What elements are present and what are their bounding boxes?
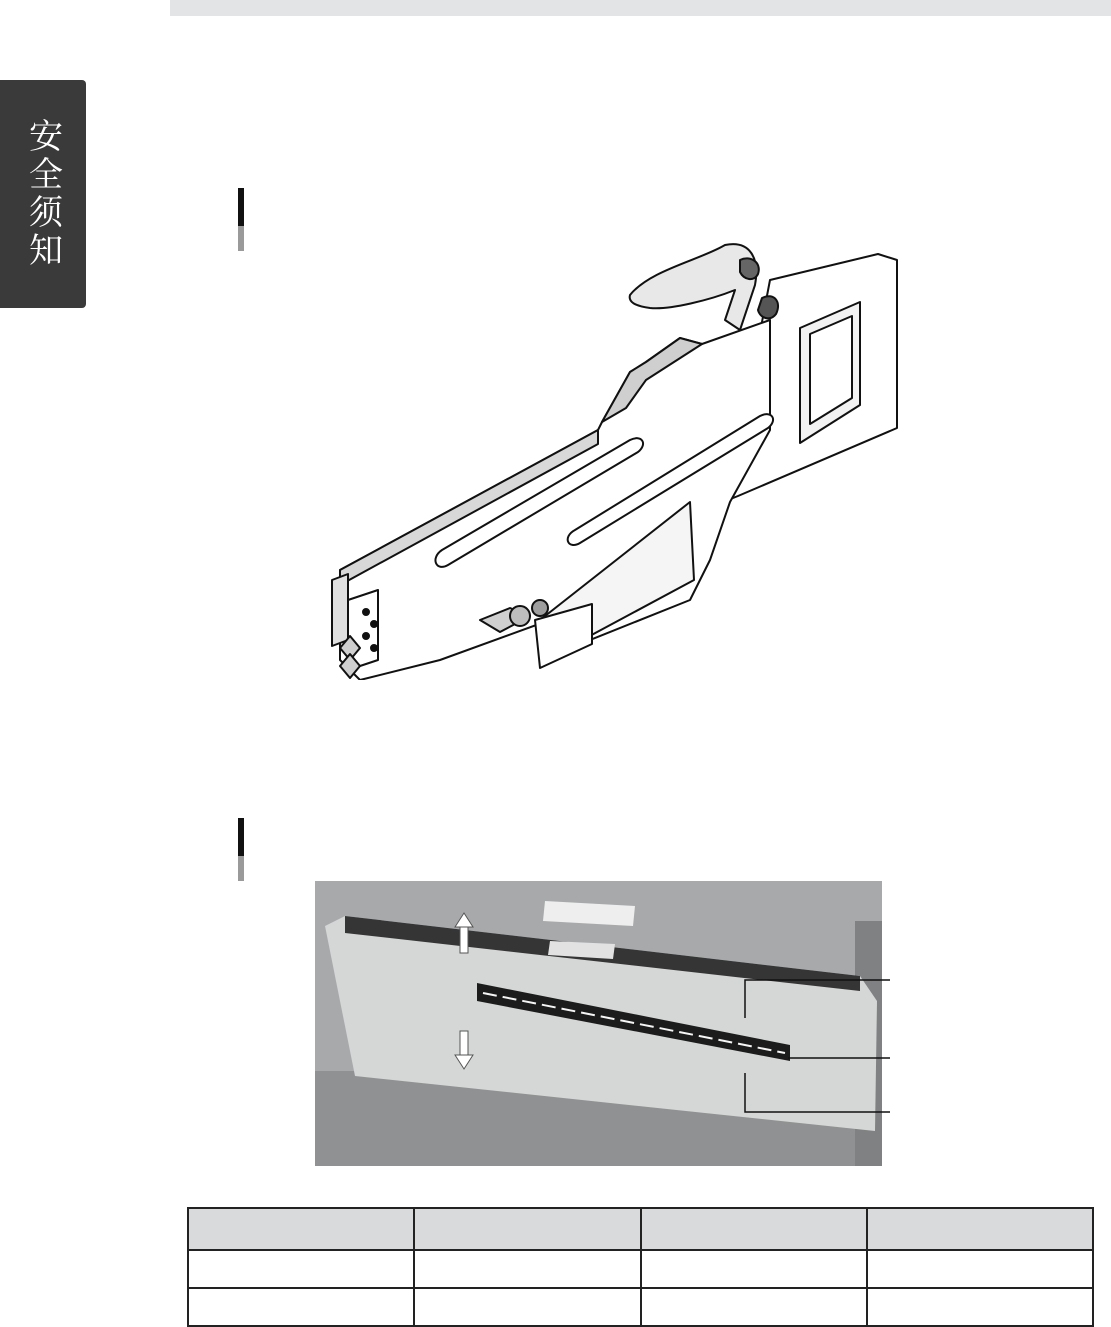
- table-cell: [641, 1288, 867, 1326]
- table-cell: [188, 1288, 414, 1326]
- table-cell: [867, 1250, 1093, 1288]
- spec-table: [187, 1207, 1094, 1327]
- table-header-cell: [641, 1208, 867, 1250]
- table-header-cell: [188, 1208, 414, 1250]
- section-heading-marker: [238, 188, 244, 251]
- section-heading-marker: [238, 818, 244, 881]
- table-cell: [414, 1250, 640, 1288]
- table-header-cell: [414, 1208, 640, 1250]
- table-cell: [641, 1250, 867, 1288]
- table-cell: [188, 1250, 414, 1288]
- feeder-line-drawing: [330, 240, 910, 680]
- side-chapter-tab-label: 安全须知: [22, 118, 63, 270]
- table-header-cell: [867, 1208, 1093, 1250]
- top-header-bar: [170, 0, 1111, 16]
- table-row: [188, 1250, 1093, 1288]
- table-header-row: [188, 1208, 1093, 1250]
- table-cell: [414, 1288, 640, 1326]
- table-cell: [867, 1288, 1093, 1326]
- table-row: [188, 1288, 1093, 1326]
- side-chapter-tab[interactable]: [0, 80, 86, 308]
- callout-leader-lines: [740, 975, 900, 1120]
